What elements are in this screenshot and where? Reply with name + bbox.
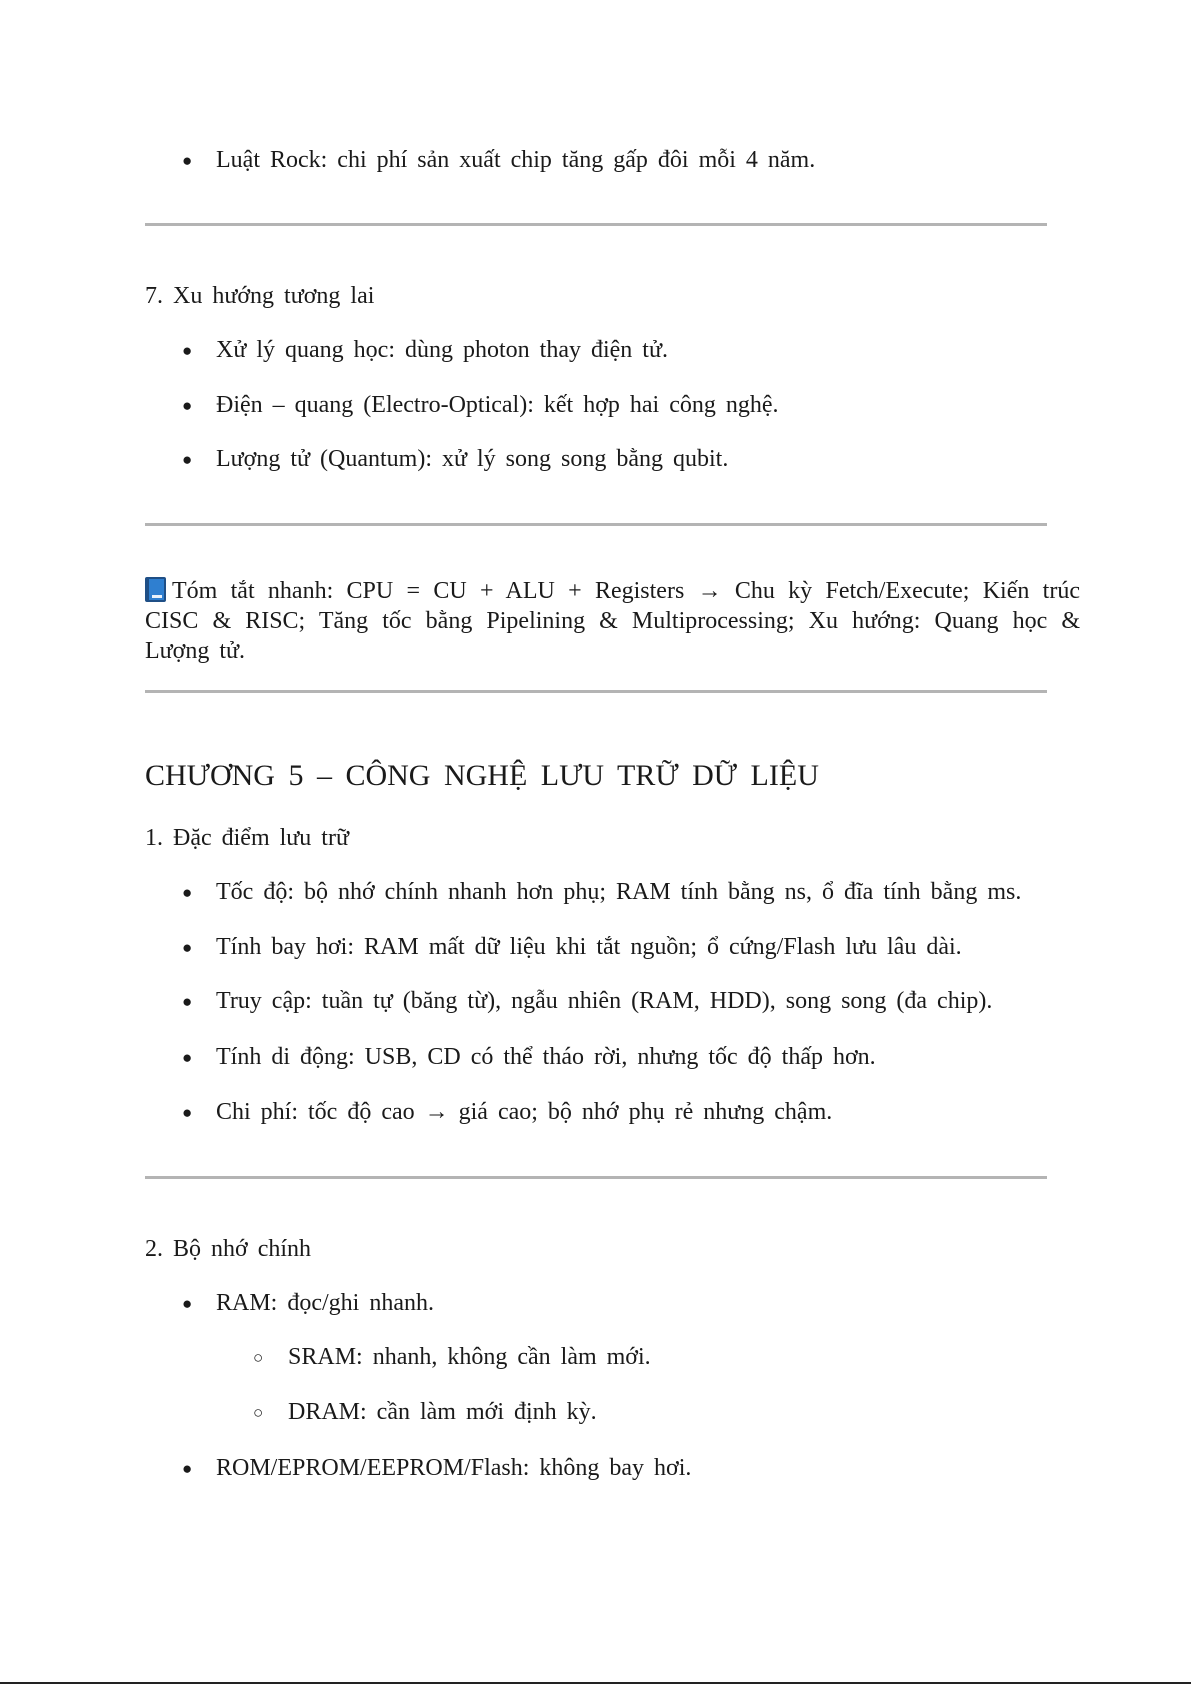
section-heading: 7. Xu hướng tương lai [145,283,375,309]
bullet-icon: ● [182,1459,193,1478]
bullet-icon: ● [182,151,193,170]
list-item: ROM/EPROM/EEPROM/Flash: không bay hơi. [216,1455,692,1481]
bullet-icon: ● [182,450,193,469]
chapter-title: CHƯƠNG 5 – CÔNG NGHỆ LƯU TRỮ DỮ LIỆU [145,759,819,792]
sub-list-item: SRAM: nhanh, không cần làm mới. [288,1344,651,1370]
list-item: Điện – quang (Electro-Optical): kết hợp hai công nghệ. [216,392,779,418]
bullet-icon: ● [182,1048,193,1067]
divider [145,1176,1047,1179]
bullet-icon: ● [182,1103,193,1122]
sub-bullet-icon: ○ [253,1348,264,1367]
sub-list-item: DRAM: cần làm mới định kỳ. [288,1399,597,1425]
section-heading: 1. Đặc điểm lưu trữ [145,825,349,851]
bullet-icon: ● [182,341,193,360]
list-item: Lượng tử (Quantum): xử lý song song bằng qubit. [216,446,729,472]
summary-text: Tóm tắt nhanh: CPU = CU + ALU + Registers → Chu kỳ Fetch/Execute; Kiến trúc CISC & RISC; Tăng tốc bằng Pipelining & Multiprocessing; Xu hướng: Quang học & Lượng tử. [145,578,1080,664]
list-item: Xử lý quang học: dùng photon thay điện tử. [216,337,668,363]
bullet-icon: ● [182,396,193,415]
divider [145,223,1047,226]
page-bottom-edge [0,1682,1191,1684]
list-item: RAM: đọc/ghi nhanh. [216,1290,434,1316]
list-item: Tính di động: USB, CD có thể tháo rời, nhưng tốc độ thấp hơn. [216,1044,876,1070]
divider [145,523,1047,526]
list-item: Truy cập: tuần tự (băng từ), ngẫu nhiên (RAM, HDD), song song (đa chip). [216,988,993,1014]
list-item: Luật Rock: chi phí sản xuất chip tăng gấp đôi mỗi 4 năm. [216,147,816,173]
bullet-icon: ● [182,938,193,957]
book-icon [145,577,166,602]
divider [145,690,1047,693]
bullet-icon: ● [182,992,193,1011]
bullet-icon: ● [182,1294,193,1313]
summary-note [145,576,1080,666]
section-heading: 2. Bộ nhớ chính [145,1236,312,1262]
sub-bullet-icon: ○ [253,1403,264,1422]
list-item: Chi phí: tốc độ cao → giá cao; bộ nhớ phụ rẻ nhưng chậm. [216,1099,833,1125]
bullet-icon: ● [182,883,193,902]
list-item: Tính bay hơi: RAM mất dữ liệu khi tắt nguồn; ổ cứng/Flash lưu lâu dài. [216,934,962,960]
list-item: Tốc độ: bộ nhớ chính nhanh hơn phụ; RAM tính bằng ns, ổ đĩa tính bằng ms. [216,879,1022,905]
